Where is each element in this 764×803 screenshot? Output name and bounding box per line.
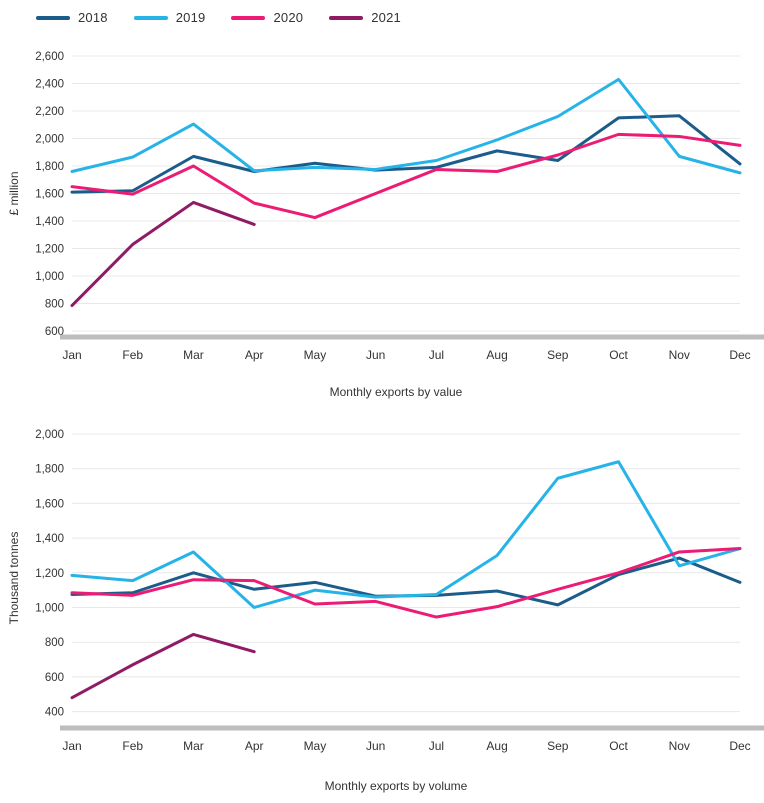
legend-swatch-2019 — [134, 16, 168, 20]
y-tick-label: 600 — [44, 671, 64, 684]
x-tick-label: Aug — [486, 739, 508, 753]
legend-label-2021: 2021 — [371, 10, 401, 25]
x-tick-label: Apr — [244, 348, 264, 362]
x-tick-label: Nov — [668, 739, 690, 753]
x-tick-label: Jul — [428, 348, 445, 362]
x-tick-label: Mar — [183, 348, 204, 362]
legend-item-2019 — [134, 10, 206, 25]
x-tick-label: Feb — [122, 739, 144, 753]
legend-label-2018: 2018 — [78, 10, 108, 25]
x-tick-label: Oct — [609, 348, 628, 362]
y-tick-label: 2,600 — [35, 51, 64, 63]
y-tick-label: 2,200 — [35, 106, 64, 118]
y-tick-label: 800 — [44, 298, 64, 311]
series-line-2020 — [72, 134, 740, 217]
legend-swatch-2021 — [329, 16, 363, 20]
x-tick-label: Dec — [729, 348, 751, 362]
x-tick-label: Jan — [62, 739, 82, 753]
legend-item-2021 — [329, 10, 401, 25]
y-tick-label: 1,800 — [35, 463, 64, 476]
chart-monthly-exports-by-value — [0, 36, 764, 406]
y-tick-label: 1,000 — [35, 271, 64, 283]
x-tick-label: Sep — [547, 739, 569, 753]
legend-swatch-2018 — [36, 16, 70, 20]
legend-swatch-2020 — [231, 16, 265, 20]
legend-item-2020 — [231, 10, 303, 25]
x-tick-label: Jun — [365, 739, 386, 753]
y-tick-label: 2,400 — [35, 78, 64, 91]
y-tick-label: 400 — [44, 706, 64, 719]
x-tick-label: Sep — [547, 348, 569, 362]
y-tick-label: 1,800 — [35, 161, 64, 173]
legend-item-2018 — [36, 10, 108, 25]
chart-legend — [36, 10, 401, 25]
x-tick-label: Mar — [183, 739, 204, 753]
y-tick-label: 600 — [44, 326, 64, 338]
y-tick-label: 800 — [44, 637, 64, 650]
legend-label-2019: 2019 — [175, 10, 206, 25]
y-tick-label: 1,000 — [35, 602, 64, 615]
series-line-2019 — [72, 79, 740, 173]
legend-label-2020: 2020 — [273, 10, 304, 25]
y-tick-label: 1,200 — [35, 567, 64, 580]
y-tick-label: 1,400 — [35, 533, 64, 546]
y-tick-label: 2,000 — [35, 429, 64, 441]
x-tick-label: Jul — [428, 739, 445, 753]
chart-monthly-exports-by-volume — [0, 414, 764, 803]
y-tick-label: 1,400 — [35, 216, 64, 228]
y-tick-label: 2,000 — [35, 133, 64, 146]
x-tick-label: Apr — [244, 739, 264, 753]
x-tick-label: May — [303, 348, 327, 362]
series-line-2021 — [72, 202, 254, 305]
x-tick-label: Jan — [62, 348, 82, 362]
x-tick-label: May — [303, 739, 327, 753]
y-tick-label: 1,200 — [35, 243, 64, 256]
x-tick-label: Jun — [365, 348, 386, 362]
x-tick-label: Nov — [668, 348, 690, 362]
chart-caption: Monthly exports by volume — [324, 779, 468, 793]
x-tick-label: Feb — [122, 348, 144, 362]
x-tick-label: Oct — [609, 739, 628, 753]
x-tick-label: Aug — [486, 348, 508, 362]
y-axis-title: £ million — [7, 171, 21, 216]
y-tick-label: 1,600 — [35, 188, 64, 201]
chart-caption: Monthly exports by value — [329, 385, 463, 399]
x-tick-label: Dec — [729, 739, 751, 753]
y-tick-label: 1,600 — [35, 498, 64, 511]
series-line-2021 — [72, 634, 254, 697]
series-line-2020 — [72, 549, 740, 618]
y-axis-title: Thousand tonnes — [7, 531, 21, 625]
